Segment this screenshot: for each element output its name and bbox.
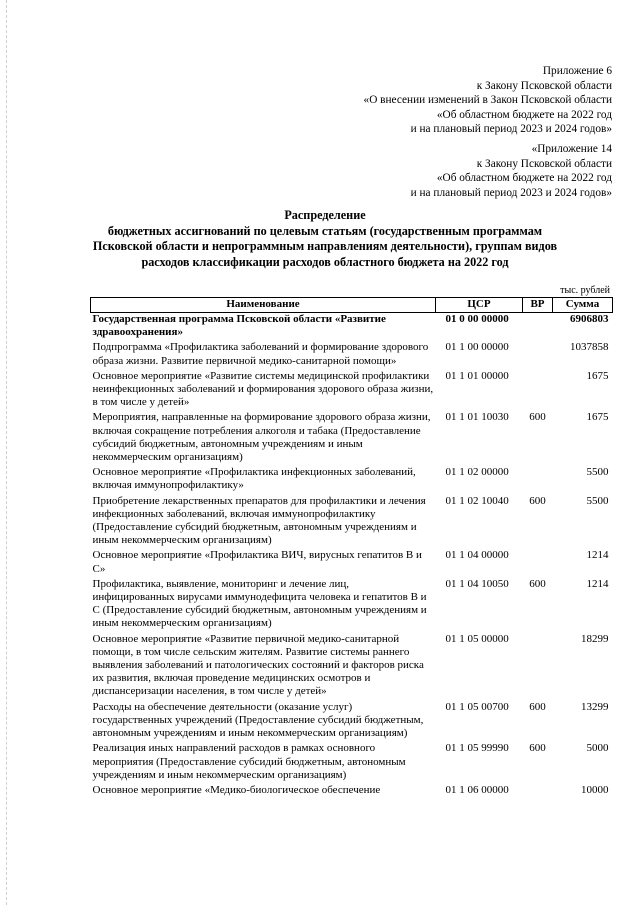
table-row (91, 313, 613, 342)
cell-vr: 600 (529, 700, 546, 713)
cell-csr: 01 1 06 00000 (445, 783, 509, 796)
cell-name: Мероприятия, направленные на формирование здорового образа жизни, включая сокращение потребления алкоголя и табака (Предоставление субсидий бюджетным, автономным учреждениям и иным некоммерческим организациям) (92, 411, 431, 464)
table-row (91, 742, 613, 784)
cell-name: Основное мероприятие «Развитие первичной медико-санитарной помощи, в том числе сельским жителям. Развитие системы раннего выявления заболеваний и патологических состояний и факторов риска их развития, включая проведение медицинских осмотров и диспансеризации населения, в том числе у детей» (92, 632, 424, 698)
cell-csr: 01 1 01 10030 (445, 411, 509, 424)
header-sum: Сумма (553, 298, 613, 313)
table-row (91, 578, 613, 633)
appendix-line: к Закону Псковской области (476, 79, 612, 92)
appendix-line: и на плановый период 2023 и 2024 годов» (410, 186, 612, 199)
cell-vr: 600 (529, 494, 546, 507)
appendix-6-header (364, 64, 612, 137)
appendix-line: «Об областном бюджете на 2022 год (436, 172, 612, 185)
cell-csr: 01 1 01 00000 (445, 369, 509, 382)
cell-sum: 1675 (586, 369, 609, 382)
cell-csr: 01 1 02 00000 (445, 466, 509, 479)
cell-sum: 5000 (586, 742, 609, 755)
appendix-line: Приложение 6 (542, 65, 612, 77)
cell-csr: 01 1 04 00000 (445, 549, 509, 562)
cell-name: Государственная программа Псковской области «Развитие здравоохранения» (92, 313, 386, 339)
cell-vr (523, 633, 553, 701)
table-row (91, 633, 613, 701)
table-row (91, 370, 613, 412)
cell-sum: 1675 (586, 411, 609, 424)
title-line: бюджетных ассигнований по целевым статьям (государственным программам (107, 223, 543, 238)
cell-name: Подпрограмма «Профилактика заболеваний и формирование здорового образа жизни. Развитие первичной медико-санитарной помощи» (92, 341, 429, 367)
cell-vr (523, 466, 553, 494)
header-vr: ВР (523, 298, 553, 313)
table-row (91, 549, 613, 577)
page-edge-guide (6, 0, 7, 905)
cell-csr: 01 1 04 10050 (445, 577, 509, 590)
budget-table (90, 297, 613, 799)
table-row (91, 784, 613, 799)
table-row (91, 341, 613, 369)
cell-vr (523, 341, 553, 369)
cell-csr: 01 1 02 10040 (445, 494, 509, 507)
cell-csr: 01 0 00 00000 (445, 313, 509, 325)
cell-vr (523, 784, 553, 799)
appendix-line: и на плановый период 2023 и 2024 годов» (410, 123, 612, 136)
cell-sum: 5500 (586, 466, 609, 479)
cell-vr: 600 (529, 577, 546, 590)
title-line: Псковской области и непрограммным направлениям деятельности), группам видов (92, 239, 558, 254)
table-header-row (91, 298, 613, 313)
header-name: Наименование (91, 298, 436, 313)
cell-csr: 01 1 00 00000 (445, 341, 509, 354)
cell-name: Основное мероприятие «Профилактика инфекционных заболеваний, включая иммунопрофилактику» (92, 466, 416, 492)
cell-name: Приобретение лекарственных препаратов для профилактики и лечения инфекционных заболеваний, включая иммунопрофилактику (Предоставление субсидий бюджетным, автономным учреждениям и иным некоммерческим организациям) (92, 494, 426, 547)
appendix-line: к Закону Псковской области (476, 157, 612, 170)
title-line: Распределение (284, 208, 366, 222)
header-csr: ЦСР (436, 298, 523, 313)
cell-name: Основное мероприятие «Профилактика ВИЧ, вирусных гепатитов В и С» (92, 549, 422, 575)
appendix-14-header (411, 142, 612, 200)
cell-sum: 6906803 (570, 313, 609, 325)
appendix-line: «О внесении изменений в Закон Псковской области (363, 94, 612, 107)
cell-vr: 600 (529, 411, 546, 424)
table-body (91, 313, 613, 800)
cell-sum: 10000 (581, 783, 609, 796)
cell-csr: 01 1 05 00000 (445, 632, 509, 645)
cell-csr: 01 1 05 99990 (445, 742, 509, 755)
cell-name: Основное мероприятие «Медико-биологическое обеспечение (92, 783, 381, 796)
cell-name: Расходы на обеспечение деятельности (оказание услуг) государственных учреждений (Предоставление субсидий бюджетным, автономным учреждениям и иным некоммерческим организациям) (92, 700, 424, 740)
cell-name: Основное мероприятие «Развитие системы медицинской профилактики неинфекционных заболеваний и формирования здорового образа жизни, в том числе у детей» (92, 369, 434, 409)
title-line: расходов классификации расходов областного бюджета на 2022 год (141, 254, 509, 269)
unit-label: тыс. рублей (560, 285, 610, 296)
cell-sum: 5500 (586, 494, 609, 507)
table-row (91, 495, 613, 550)
cell-vr (523, 549, 553, 577)
cell-sum: 18299 (581, 632, 609, 645)
cell-sum: 1214 (586, 549, 609, 562)
cell-csr: 01 1 05 00700 (445, 700, 509, 713)
cell-sum: 1214 (586, 577, 609, 590)
table-row (91, 701, 613, 743)
appendix-line: «Об областном бюджете на 2022 год (436, 108, 612, 121)
table-row (91, 411, 613, 466)
cell-vr (523, 313, 553, 342)
appendix-line: «Приложение 14 (531, 143, 612, 155)
document-title (60, 208, 590, 270)
cell-sum: 1037858 (570, 341, 609, 354)
cell-name: Реализация иных направлений расходов в рамках основного мероприятия (Предоставление субсидий бюджетным, автономным учреждениям и иным некоммерческим организациям) (92, 742, 406, 781)
cell-sum: 13299 (581, 700, 609, 713)
table-row (91, 466, 613, 494)
cell-vr: 600 (529, 742, 546, 755)
cell-vr (523, 370, 553, 412)
cell-name: Профилактика, выявление, мониторинг и лечение лиц, инфицированных вирусами иммунодефицита человека и гепатитов В и С (Предоставление субсидий бюджетным, автономным учреждениям и иным некоммерческим организациям) (92, 577, 427, 630)
